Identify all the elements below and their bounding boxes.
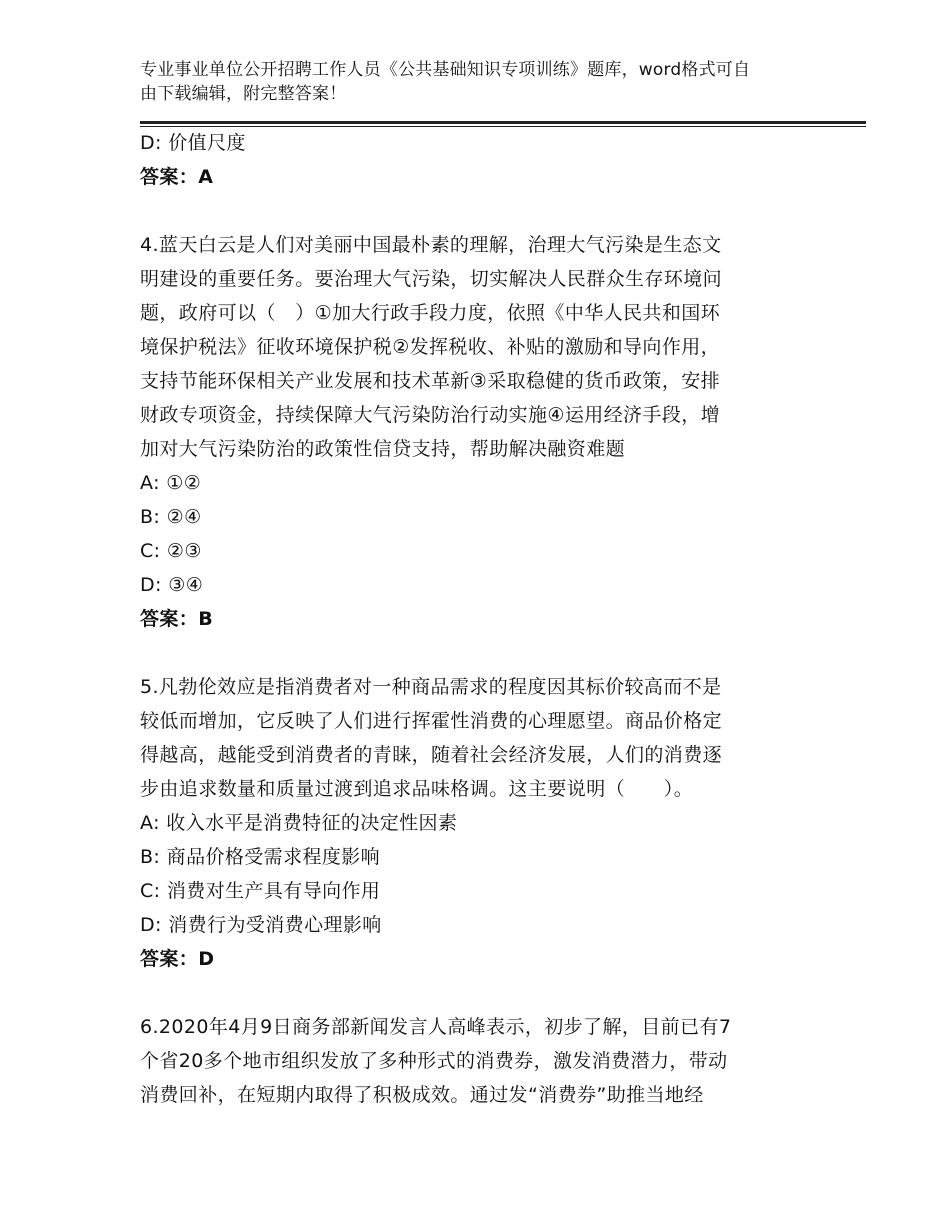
question-5-line: 5.凡勃伦效应是指消费者对一种商品需求的程度因其标价较高而不是 [140,676,722,698]
question-4-option-d: D: ③④ [140,574,204,596]
question-5 [140,670,810,806]
question-4-line: 明建设的重要任务。要治理大气污染，切实解决人民群众生存环境问 [140,268,723,290]
question-4-line: 4.蓝天白云是人们对美丽中国最朴素的理解，治理大气污染是生态文 [140,234,722,256]
question-5-option-b: B: 商品价格受需求程度影响 [140,846,381,868]
question-content [140,126,810,1112]
question-4-option-c: C: ②③ [140,540,202,562]
question-4-line: 境保护税法》征收环境保护税②发挥税收、补贴的激励和导向作用， [140,336,721,358]
header-line-2: 由下载编辑，附完整答案！ [140,84,347,104]
page-header [140,58,820,106]
question-4-line: 题，政府可以（ ）①加大行政手段力度，依照《中华人民共和国环 [140,302,721,324]
question-6-line: 消费回补，在短期内取得了积极成效。通过发“消费券”助推当地经 [140,1084,704,1106]
prev-answer: 答案：A [140,166,214,188]
question-4-line: 财政专项资金，持续保障大气污染防治行动实施④运用经济手段，增 [140,404,721,426]
question-4-line: 支持节能环保相关产业发展和技术革新③采取稳健的货币政策，安排 [140,370,721,392]
question-4-option-b: B: ②④ [140,506,202,528]
question-6 [140,1010,810,1112]
question-5-option-c: C: 消费对生产具有导向作用 [140,880,381,902]
question-4 [140,228,810,466]
question-5-line: 得越高，越能受到消费者的青睐，随着社会经济发展，人们的消费逐 [140,744,723,766]
prev-option-d: D: 价值尺度 [140,132,246,154]
question-5-options [140,806,810,942]
question-5-line: 较低而增加，它反映了人们进行挥霍性消费的心理愿望。商品价格定 [140,710,723,732]
question-6-line: 个省20多个地市组织发放了多种形式的消费券，激发消费潜力，带动 [140,1050,728,1072]
question-4-answer: 答案：B [140,608,214,630]
question-5-line: 步由追求数量和质量过渡到追求品味格调。这主要说明（ ）。 [140,778,694,800]
question-5-option-a: A: 收入水平是消费特征的决定性因素 [140,812,458,834]
question-4-options [140,466,810,602]
header-line-1: 专业事业单位公开招聘工作人员《公共基础知识专项训练》题库，word格式可自 [140,60,751,80]
question-4-line: 加对大气污染防治的政策性信贷支持，帮助解决融资难题 [140,438,626,460]
question-5-answer: 答案：D [140,948,215,970]
question-4-option-a: A: ①② [140,472,202,494]
question-6-line: 6.2020年4月9日商务部新闻发言人高峰表示，初步了解，目前已有7 [140,1016,732,1038]
question-5-option-d: D: 消费行为受消费心理影响 [140,914,382,936]
header-rule-thick [140,121,866,124]
